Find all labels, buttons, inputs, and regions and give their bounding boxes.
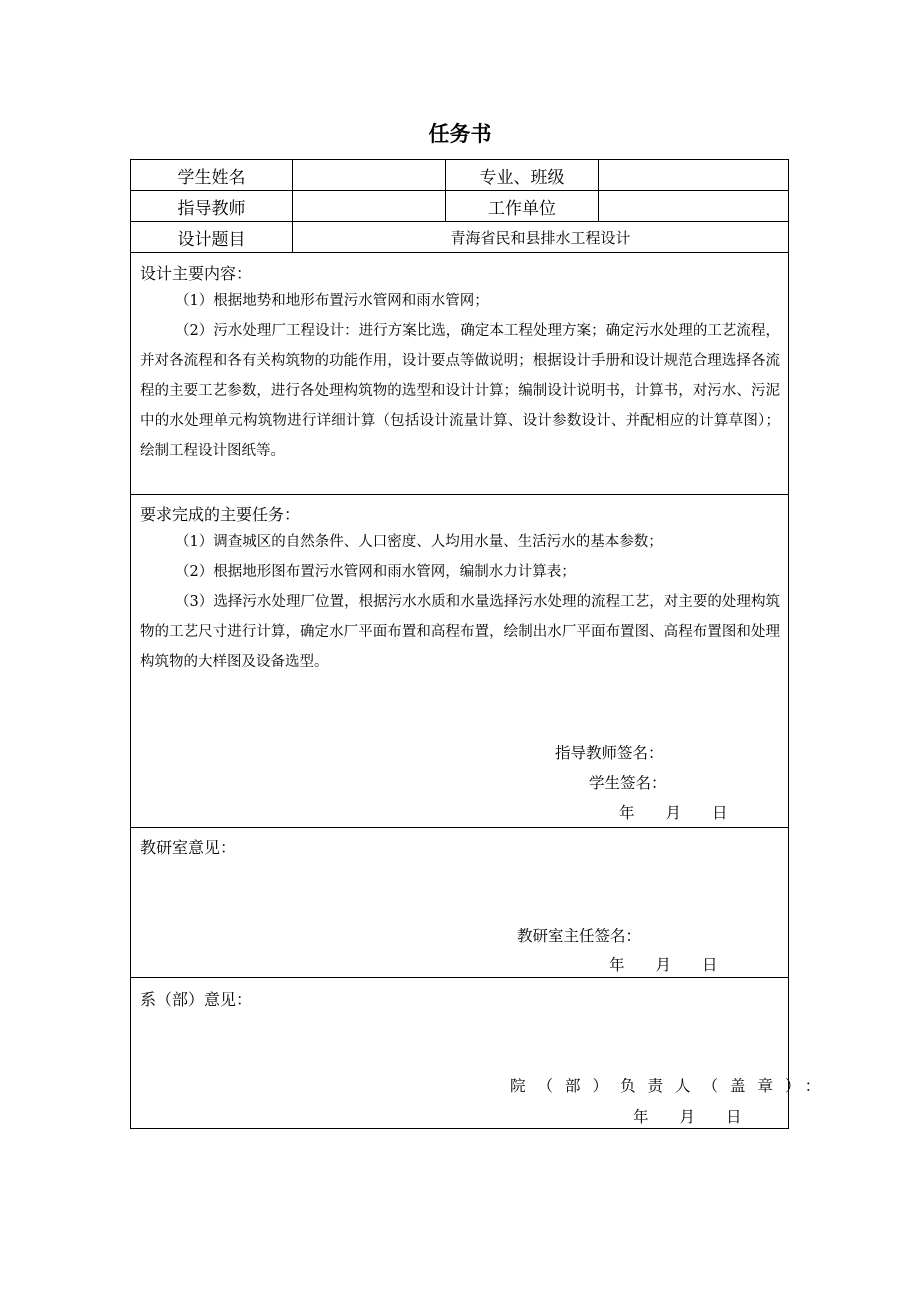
tasks-date: 年 月 日 (619, 804, 728, 822)
dept-heading: 系（部）意见： (140, 990, 253, 1009)
work-unit-label: 工作单位 (488, 199, 556, 219)
work-unit-field[interactable] (599, 191, 788, 222)
task-item: （2）根据地形图布置污水管网和雨水管网，编制水力计算表； (175, 564, 576, 580)
task-form-table (130, 159, 833, 1129)
section-divider (131, 494, 788, 495)
content-heading: 设计主要内容： (140, 264, 253, 283)
director-signature-line: 教研室主任签名： (517, 927, 642, 945)
task-item: （3）选择污水处理厂位置，根据污水水质和水量选择污水处理的流程工艺，对主要的处理构筑物的工艺尺寸进行计算，确定水厂平面布置和高程布置，绘制出水厂平面布置图、高程布置图和处理构筑物的大样图及设备选型。 (140, 594, 780, 670)
major-class-field[interactable] (599, 160, 788, 191)
tasks-heading: 要求完成的主要任务： (140, 505, 301, 524)
document-title: 任务书 (428, 122, 492, 146)
dept-date: 年 月 日 (633, 1108, 742, 1126)
advisor-field[interactable] (293, 191, 445, 222)
section-divider (131, 827, 788, 828)
student-name-label: 学生姓名 (177, 168, 246, 188)
content-item: （1）根据地势和地形布置污水管网和雨水管网； (175, 293, 489, 309)
content-item: （2）污水处理厂工程设计：进行方案比选，确定本工程处理方案；确定污水处理的工艺流程，并对各流程和各有关构筑物的功能作用，设计要点等做说明；根据设计手册和设计规范合理选择各流程的主要工艺参数，进行各处理构筑物的选型和设计计算；编制设计说明书，计算书，对污水、污泥中的水处理单元构筑物进行详细计算（包括设计流量计算、设计参数设计、并配相应的计算草图）；绘制工程设计图纸等。 (140, 323, 780, 459)
advisor-signature-line: 指导教师签名： (555, 744, 664, 762)
topic-value: 青海省民和县排水工程设计 (450, 229, 631, 247)
topic-label: 设计题目 (177, 230, 246, 250)
office-date: 年 月 日 (609, 956, 718, 974)
advisor-label: 指导教师 (177, 199, 246, 219)
section-divider (131, 977, 788, 978)
task-item: （1）调查城区的自然条件、人口密度、人均用水量、生活污水的基本参数； (175, 534, 663, 550)
student-signature-line: 学生签名： (589, 774, 667, 792)
office-heading: 教研室意见： (140, 838, 237, 857)
dept-head-signature-line: 院（部）负责人（盖章）： (510, 1077, 833, 1095)
major-class-label: 专业、班级 (479, 168, 565, 188)
student-name-field[interactable] (293, 160, 445, 191)
